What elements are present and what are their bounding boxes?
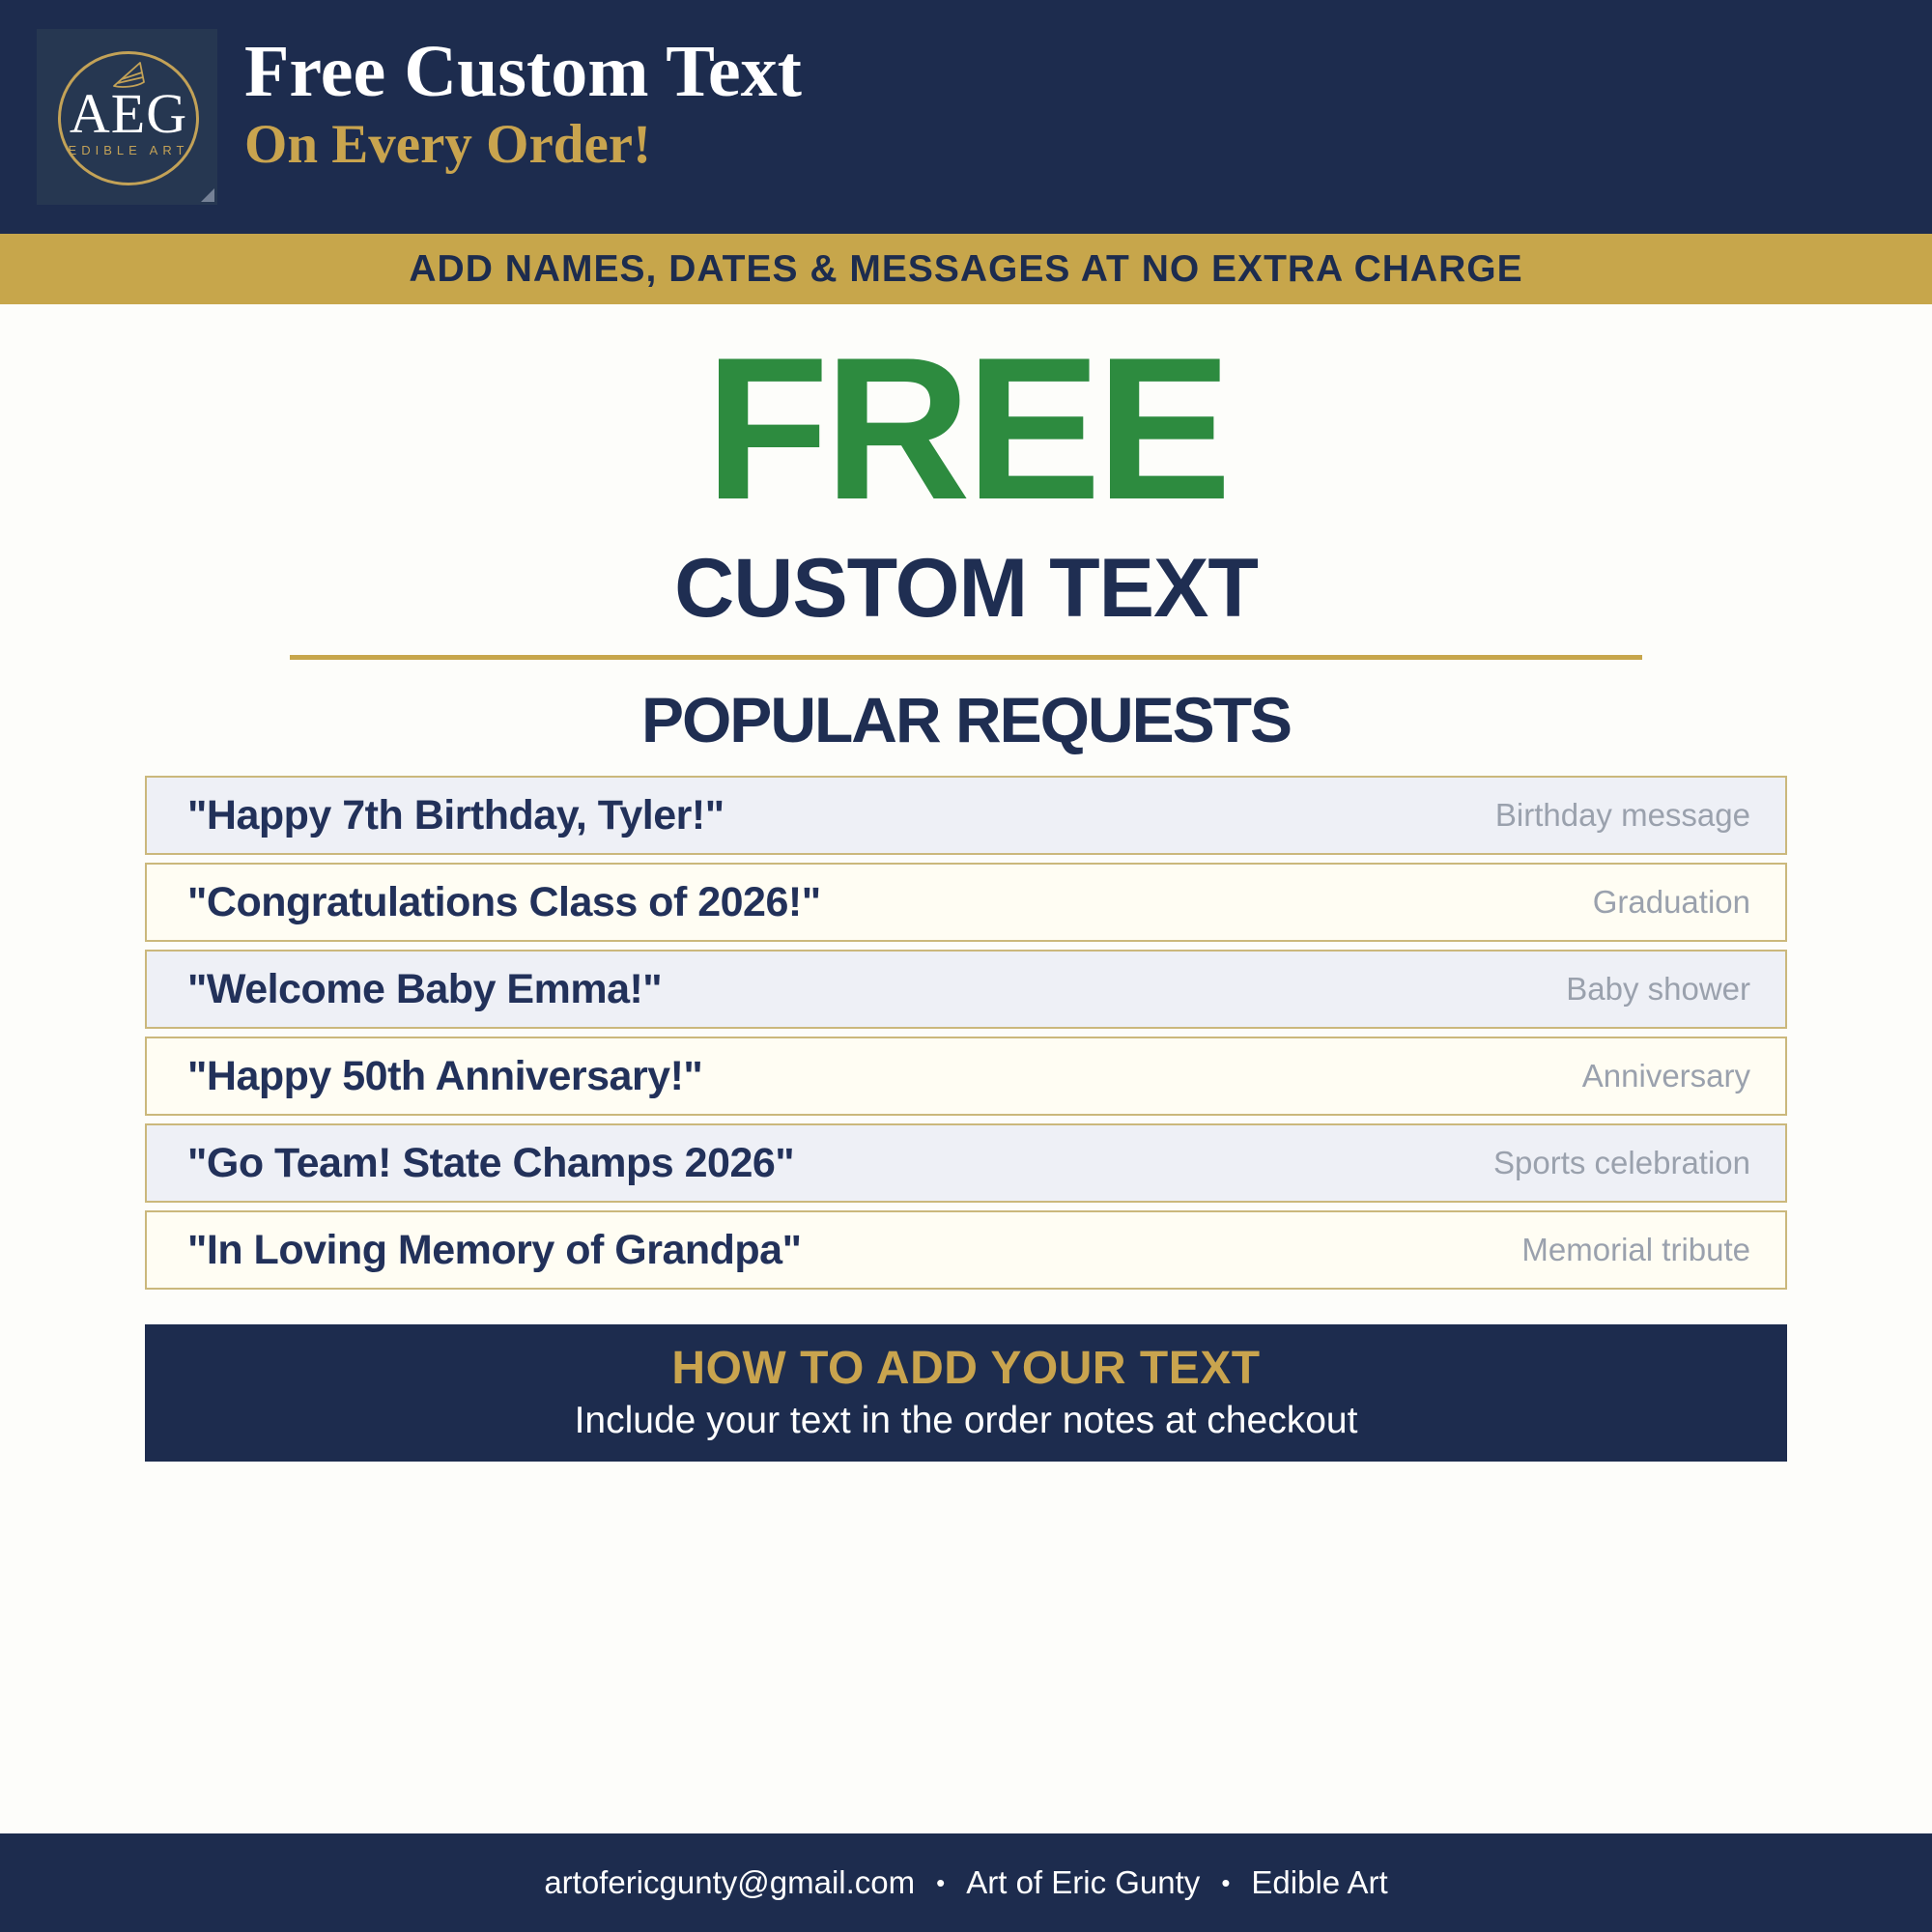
instructions-subtitle: Include your text in the order notes at checkout <box>574 1400 1358 1441</box>
footer-tagline: Edible Art <box>1251 1864 1388 1900</box>
promo-banner-text: ADD NAMES, DATES & MESSAGES AT NO EXTRA CHARGE <box>409 247 1523 290</box>
request-row-anniversary <box>145 1037 1787 1116</box>
footer-contact-line <box>544 1864 1387 1901</box>
logo-tagline: EDIBLE ART <box>68 143 189 157</box>
bullet-separator: • <box>936 1867 946 1897</box>
promo-banner <box>0 234 1932 304</box>
request-row-baby-shower <box>145 950 1787 1029</box>
request-category: Birthday message <box>1494 797 1750 833</box>
request-quote: "Happy 7th Birthday, Tyler!" <box>187 791 724 838</box>
request-category: Anniversary <box>1581 1058 1750 1094</box>
request-quote: "Go Team! State Champs 2026" <box>187 1139 795 1186</box>
request-row-sports <box>145 1123 1787 1203</box>
popular-requests-heading: POPULAR REQUESTS <box>640 684 1292 755</box>
page-subtitle: On Every Order! <box>244 114 652 175</box>
footer <box>0 1833 1932 1932</box>
request-quote: "Happy 50th Anniversary!" <box>187 1052 703 1099</box>
request-row-birthday <box>145 776 1787 855</box>
request-row-memorial <box>145 1210 1787 1290</box>
header-text <box>244 29 802 176</box>
request-category: Baby shower <box>1566 971 1750 1007</box>
footer-email: artofericgunty@gmail.com <box>544 1864 916 1900</box>
instructions-title: HOW TO ADD YOUR TEXT <box>671 1343 1261 1394</box>
request-quote: "In Loving Memory of Grandpa" <box>187 1226 802 1273</box>
instructions-box <box>145 1324 1787 1462</box>
request-quote: "Welcome Baby Emma!" <box>187 965 663 1012</box>
header <box>0 0 1932 234</box>
request-category: Sports celebration <box>1493 1145 1750 1180</box>
footer-brand: Art of Eric Gunty <box>966 1864 1201 1900</box>
logo-monogram: AEG <box>69 82 188 145</box>
request-row-graduation <box>145 863 1787 942</box>
brand-logo <box>37 29 217 205</box>
gold-divider <box>290 655 1642 660</box>
request-quote: "Congratulations Class of 2026!" <box>187 878 821 925</box>
hero-custom-text: CUSTOM TEXT <box>674 542 1258 635</box>
request-category: Graduation <box>1592 884 1750 920</box>
hero-free-word: FREE <box>704 315 1228 542</box>
bullet-separator: • <box>1221 1867 1231 1897</box>
requests-list <box>145 776 1787 1290</box>
logo-circle <box>58 51 199 185</box>
request-category: Memorial tribute <box>1521 1232 1750 1267</box>
logo-corner-fold <box>201 188 214 202</box>
page-title: Free Custom Text <box>244 31 802 112</box>
